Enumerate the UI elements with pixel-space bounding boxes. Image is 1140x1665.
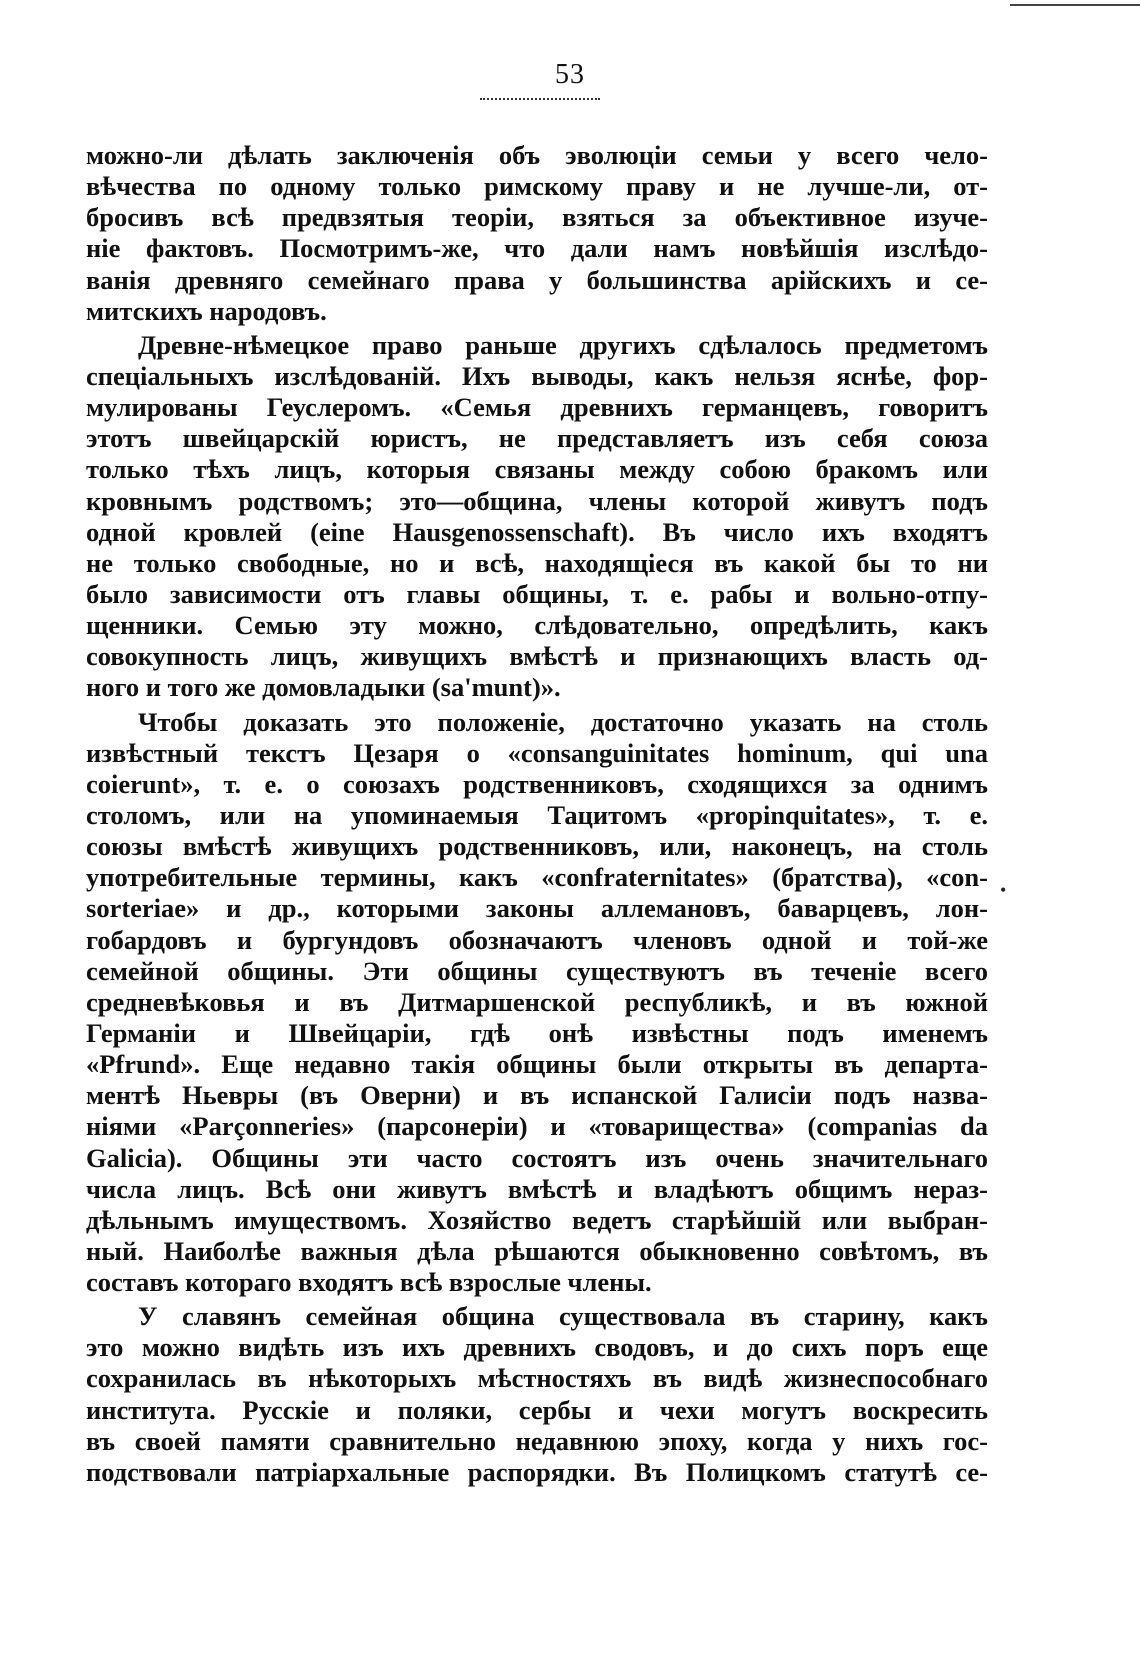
text-line: ный. Наиболѣе важныя дѣла рѣшаются обыкновенно совѣтомъ, въ (86, 1235, 988, 1266)
text-line: coierunt», т. е. о союзахъ родственниковъ, сходящихся за однимъ (86, 768, 988, 799)
text-line: Древне-нѣмецкое право раньше другихъ сдѣлалось предметомъ (138, 329, 988, 360)
text-line: одной кровлей (eine Hausgenossenschaft). Въ число ихъ входятъ (86, 516, 988, 547)
top-edge-rule (1010, 4, 1140, 6)
text-line: митскихъ народовъ. (86, 295, 327, 326)
text-line: спеціальныхъ изслѣдованій. Ихъ выводы, какъ нельзя яснѣе, фор- (86, 360, 988, 391)
text-line: ніями «Parçonneries» (парсонеріи) и «товарищества» (companias da (86, 1111, 988, 1142)
text-line: бросивъ всѣ предвзятыя теоріи, взяться за объективное изуче- (86, 202, 988, 233)
text-line: столомъ, или на упоминаемыя Тацитомъ «propinquitates», т. е. (86, 799, 988, 830)
text-line: Германіи и Швейцаріи, гдѣ онѣ извѣстны подъ именемъ (86, 1017, 988, 1048)
text-line: средневѣковья и въ Дитмаршенской республикѣ, и въ южной (86, 986, 988, 1017)
text-line: подствовали патріархальные распорядки. Въ Полицкомъ статутѣ се- (86, 1456, 988, 1487)
text-line: кровнымъ родствомъ; это—община, члены которой живутъ подъ (86, 485, 988, 516)
page-number: 53 (555, 59, 585, 90)
text-line: института. Русскіе и поляки, сербы и чехи могутъ воскресить (86, 1394, 988, 1425)
text-line: Чтобы доказать это положеніе, достаточно указать на столь (138, 706, 988, 737)
text-line: извѣстный текстъ Цезаря о «consanguinitates hominum, qui una (86, 737, 988, 768)
text-line: только тѣхъ лицъ, которыя связаны между собою бракомъ или (86, 454, 988, 485)
text-line: дѣльнымъ имуществомъ. Хозяйство ведетъ старѣйшій или выбран- (86, 1204, 988, 1235)
text-line: Galicia). Общины эти часто состоятъ изъ очень значительнаго (86, 1142, 988, 1173)
text-line: союзы вмѣстѣ живущихъ родственниковъ, или, наконецъ, на столь (86, 831, 988, 862)
text-line: sorteriae» и др., которыми законы аллемановъ, баварцевъ, лон- (86, 893, 988, 924)
text-line: «Pfrund». Еще недавно такія общины были открыты въ департа- (86, 1049, 988, 1080)
text-line: числа лицъ. Всѣ они живутъ вмѣстѣ и владѣютъ общимъ нераз- (86, 1173, 988, 1204)
text-line: ванія древняго семейнаго права у большинства арійскихъ и се- (86, 264, 988, 295)
text-line: было зависимости отъ главы общины, т. е. рабы и вольно-отпу- (86, 578, 988, 609)
text-line: этотъ швейцарскій юристъ, не представляетъ изъ себя союза (86, 423, 988, 454)
text-line: можно-ли дѣлать заключенія объ эволюціи семьи у всего чело- (86, 140, 988, 170)
text-line: У славянъ семейная община существовала въ старину, какъ (138, 1301, 988, 1332)
text-line: это можно видѣть изъ ихъ древнихъ сводовъ, и до сихъ поръ еще (86, 1332, 988, 1363)
text-line: семейной общины. Эти общины существуютъ въ теченіе всего (86, 955, 988, 986)
page-number-dotted-rule (480, 98, 600, 100)
text-line: употребительные термины, какъ «confraternitates» (братства), «con- (86, 862, 988, 893)
text-line: не только свободные, но и всѣ, находящіеся въ какой бы то ни (86, 547, 988, 578)
text-line: гобардовъ и бургундовъ обозначаютъ членовъ одной и той-же (86, 924, 988, 955)
body-text (86, 140, 988, 1488)
text-line: ментѣ Ньевры (въ Оверни) и въ испанской Галисіи подъ назва- (86, 1080, 988, 1111)
text-line: составъ котораго входятъ всѣ взрослые члены. (86, 1267, 652, 1298)
text-line: ніе фактовъ. Посмотримъ-же, что дали намъ новѣйшія изслѣдо- (86, 233, 988, 264)
scan-speck: • (1000, 880, 1007, 900)
text-line: щенники. Семью эту можно, слѣдовательно, опредѣлить, какъ (86, 610, 988, 641)
text-line: мулированы Геуслеромъ. «Семья древнихъ германцевъ, говоритъ (86, 392, 988, 423)
text-line: ного и того же домовладыки (sa'munt)». (86, 672, 561, 703)
text-line: сохранилась въ нѣкоторыхъ мѣстностяхъ въ видѣ жизнеспособнаго (86, 1363, 988, 1394)
text-line: въ своей памяти сравнительно недавнюю эпоху, когда у нихъ гос- (86, 1425, 988, 1456)
text-line: совокупность лицъ, живущихъ вмѣстѣ и признающихъ власть од- (86, 641, 988, 672)
text-line: вѣчества по одному только римскому праву и не лучше-ли, от- (86, 171, 988, 202)
